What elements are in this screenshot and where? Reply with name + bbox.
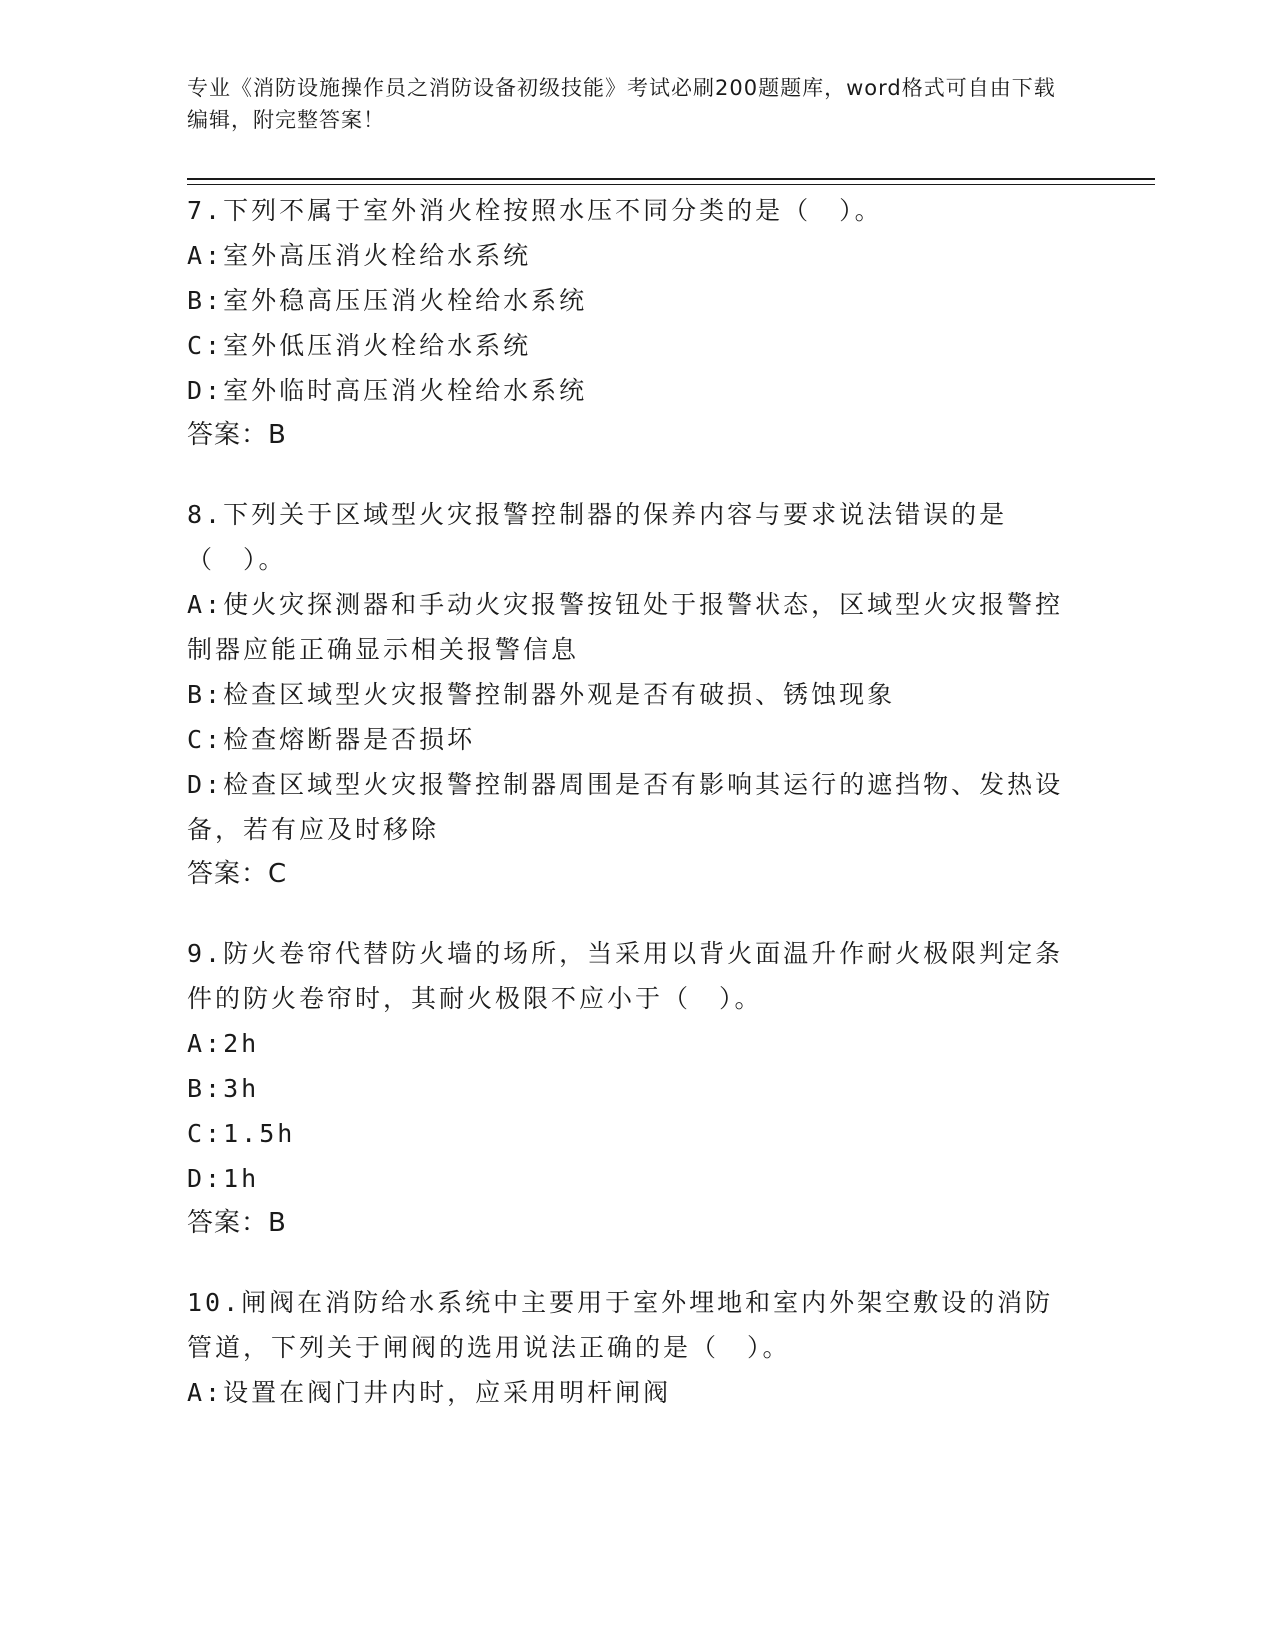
option-a: A:2h xyxy=(187,1029,260,1058)
option-c: C:检查熔断器是否损坏 xyxy=(187,725,476,754)
option-a: A:设置在阀门井内时，应采用明杆闸阀 xyxy=(187,1378,672,1407)
question-8 xyxy=(187,492,1067,897)
option-a: A:使火灾探测器和手动火灾报警按钮处于报警状态，区域型火灾报警控制器应能正确显示相关报警信息 xyxy=(187,590,1064,664)
option-b: B:室外稳高压压消火栓给水系统 xyxy=(187,286,588,315)
option-b: B:检查区域型火灾报警控制器外观是否有破损、锈蚀现象 xyxy=(187,680,896,709)
question-10 xyxy=(187,1280,1067,1415)
option-c: C:室外低压消火栓给水系统 xyxy=(187,331,532,360)
option-d: D:室外临时高压消火栓给水系统 xyxy=(187,376,588,405)
question-list xyxy=(187,188,1067,1449)
option-c: C:1.5h xyxy=(187,1119,296,1148)
question-stem: 8.下列关于区域型火灾报警控制器的保养内容与要求说法错误的是（ ）。 xyxy=(187,500,1008,574)
header-divider-thin xyxy=(187,184,1155,185)
question-stem: 10.闸阀在消防给水系统中主要用于室外埋地和室内外架空敷设的消防管道，下列关于闸阀的选用说法正确的是（ ）。 xyxy=(187,1288,1054,1362)
answer-text: 答案：C xyxy=(187,859,288,889)
question-7 xyxy=(187,188,1067,458)
option-a: A:室外高压消火栓给水系统 xyxy=(187,241,532,270)
question-9 xyxy=(187,931,1067,1246)
question-stem: 7.下列不属于室外消火栓按照水压不同分类的是（ ）。 xyxy=(187,196,883,225)
answer-text: 答案：B xyxy=(187,1208,287,1238)
question-stem: 9.防火卷帘代替防火墙的场所，当采用以背火面温升作耐火极限判定条件的防火卷帘时，其耐火极限不应小于（ ）。 xyxy=(187,939,1064,1013)
option-d: D:检查区域型火灾报警控制器周围是否有影响其运行的遮挡物、发热设备，若有应及时移除 xyxy=(187,770,1064,844)
document-header: 专业《消防设施操作员之消防设备初级技能》考试必刷200题题库，word格式可自由下载编辑，附完整答案！ xyxy=(187,76,1056,132)
option-d: D:1h xyxy=(187,1164,260,1193)
answer-text: 答案：B xyxy=(187,420,287,450)
header-divider-thick xyxy=(187,178,1155,180)
option-b: B:3h xyxy=(187,1074,260,1103)
